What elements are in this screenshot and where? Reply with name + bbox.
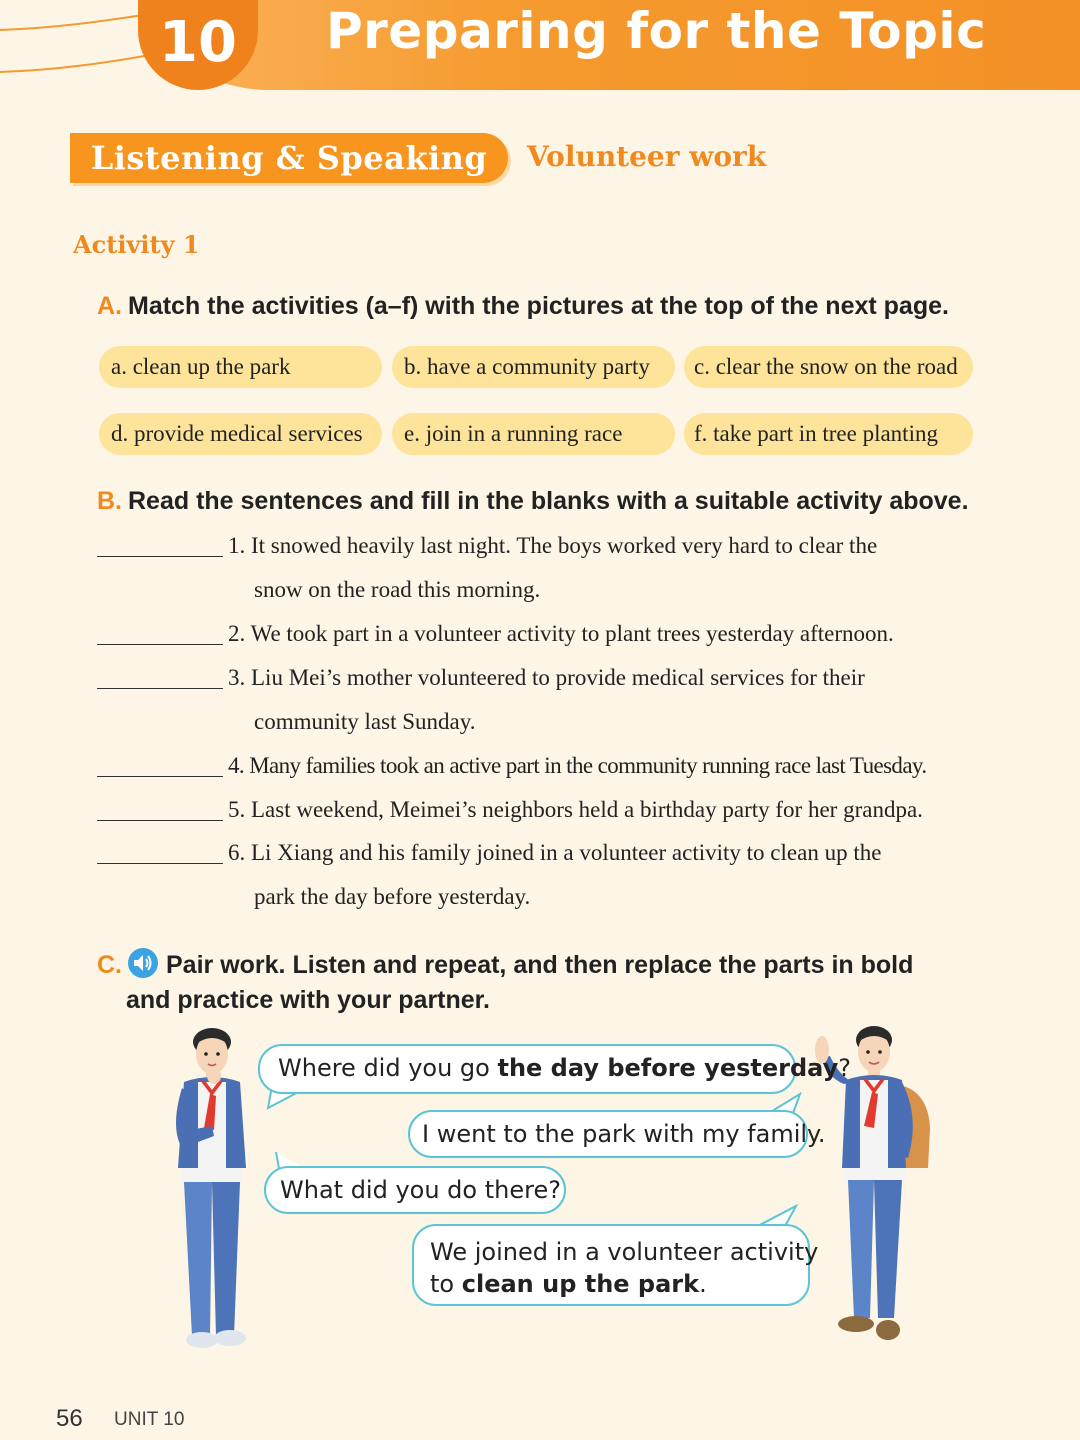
option-chip: b. have a community party xyxy=(392,346,675,388)
answer-blank[interactable] xyxy=(97,863,223,864)
speech-bubble-answer-2 xyxy=(412,1224,819,1306)
bubble-text: Where did you go xyxy=(278,1054,498,1082)
bubble-text: . xyxy=(699,1270,707,1298)
footer-unit-label: UNIT 10 xyxy=(114,1409,185,1430)
answer-blank[interactable] xyxy=(97,776,223,777)
sentence-line: park the day before yesterday. xyxy=(254,884,531,909)
part-c-instruction xyxy=(97,948,913,980)
bubble-bold-text: clean up the park xyxy=(461,1270,700,1298)
sentence-line: 3. Liu Mei’s mother volunteered to provide medical services for their xyxy=(228,665,865,690)
option-chip: a. clean up the park xyxy=(99,346,382,388)
bubble-bold-text: the day before yesterday xyxy=(497,1054,839,1082)
bubble-text: to xyxy=(430,1270,462,1298)
section-tag xyxy=(70,133,508,183)
answer-blank[interactable] xyxy=(97,644,223,645)
part-a-text: Match the activities (a–f) with the pictures at the top of the next page. xyxy=(128,292,949,320)
unit-number: 10 xyxy=(159,10,237,75)
page-title: Preparing for the Topic xyxy=(326,2,987,60)
boy-left-illustration xyxy=(168,1018,260,1356)
part-b-text: Read the sentences and fill in the blanks with a suitable activity above. xyxy=(128,487,969,515)
speech-bubble-question-1 xyxy=(258,1044,851,1094)
sentence-line: community last Sunday. xyxy=(254,709,476,734)
option-chip: f. take part in tree planting xyxy=(684,413,973,455)
bubble-text: We joined in a volunteer activity xyxy=(430,1238,819,1266)
bubble-text: What did you do there? xyxy=(280,1176,561,1204)
answer-blank[interactable] xyxy=(97,688,223,689)
bubble-text: ? xyxy=(838,1054,851,1082)
sentence-line: 5. Last weekend, Meimei’s neighbors held a birthday party for her grandpa. xyxy=(228,797,923,822)
sentence-line: 4. Many families took an active part in the community running race last Tuesday. xyxy=(228,753,927,778)
activity-heading: Activity 1 xyxy=(73,230,200,259)
audio-speaker-icon[interactable] xyxy=(128,948,158,978)
speech-bubble-question-2 xyxy=(264,1166,566,1214)
answer-blank[interactable] xyxy=(97,820,223,821)
topic-title: Volunteer work xyxy=(527,140,767,173)
sentence-line: snow on the road this morning. xyxy=(254,577,541,602)
part-c-text: Pair work. Listen and repeat, and then replace the parts in bold xyxy=(166,951,914,979)
option-chip: c. clear the snow on the road xyxy=(684,346,973,388)
section-tag-label: Listening & Speaking xyxy=(90,139,488,177)
bubble-text: I went to the park with my family. xyxy=(422,1120,826,1148)
part-c-letter: C. xyxy=(97,951,122,979)
page-number: 56 xyxy=(56,1405,83,1432)
sentence-line: 2. We took part in a volunteer activity to plant trees yesterday afternoon. xyxy=(228,621,894,646)
part-b-letter: B. xyxy=(97,487,122,515)
sentence-line: 1. It snowed heavily last night. The boys worked very hard to clear the xyxy=(228,533,878,558)
part-c-text-line2: and practice with your partner. xyxy=(126,986,490,1014)
answer-blank[interactable] xyxy=(97,556,223,557)
part-a-instruction xyxy=(97,292,949,321)
part-b-instruction xyxy=(97,487,969,516)
speech-bubble-answer-1 xyxy=(408,1110,826,1158)
option-chip: d. provide medical services xyxy=(99,413,382,455)
sentence-line: 6. Li Xiang and his family joined in a volunteer activity to clean up the xyxy=(228,840,882,865)
option-chip: e. join in a running race xyxy=(392,413,675,455)
part-a-letter: A. xyxy=(97,292,122,320)
